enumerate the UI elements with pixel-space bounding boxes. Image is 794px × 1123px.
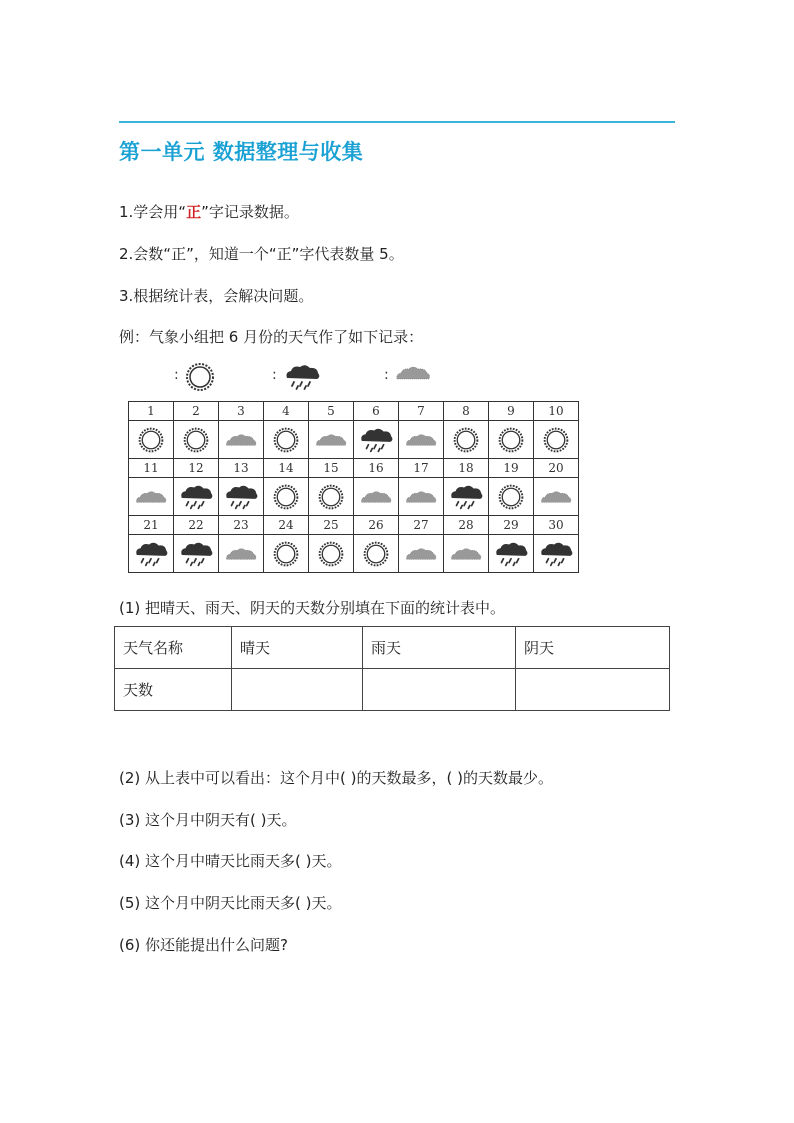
calendar-day-row (129, 459, 579, 478)
cloud-icon (313, 431, 349, 449)
point-2: 2.会数“正”，知道一个“正”字代表数量 5。 (119, 245, 404, 263)
calendar-day-number: 22 (174, 516, 219, 535)
sun-icon (272, 483, 300, 511)
legend-colon: : (384, 367, 389, 383)
calendar-weather-cell (309, 535, 354, 573)
calendar-day-number: 20 (534, 459, 579, 478)
calendar-weather-cell (309, 421, 354, 459)
calendar-day-number: 18 (444, 459, 489, 478)
point-1-before: 1.学会用“ (119, 203, 187, 221)
question-1: (1) 把晴天、雨天、阴天的天数分别填在下面的统计表中。 (119, 599, 506, 617)
calendar-weather-cell (264, 478, 309, 516)
rain-cloud-icon (492, 540, 530, 568)
point-1-after: ”字记录数据。 (201, 203, 299, 221)
calendar-weather-cell (219, 535, 264, 573)
calendar-weather-cell (489, 535, 534, 573)
cloud-icon (223, 431, 259, 449)
stats-table (114, 626, 670, 711)
calendar-weather-row (129, 478, 579, 516)
calendar-day-number: 7 (399, 402, 444, 421)
calendar-weather-cell (129, 535, 174, 573)
legend-colon: : (174, 367, 179, 383)
calendar-weather-cell (399, 421, 444, 459)
sun-icon (272, 540, 300, 568)
point-1 (119, 201, 299, 222)
calendar-day-number: 23 (219, 516, 264, 535)
calendar-weather-cell (219, 478, 264, 516)
rain-cloud-icon (537, 540, 575, 568)
cloud-icon (223, 545, 259, 563)
rain-cloud-icon (177, 483, 215, 511)
row-label-days: 天数 (115, 669, 232, 711)
weather-calendar (128, 401, 579, 573)
sun-icon (362, 540, 390, 568)
calendar-weather-cell (534, 478, 579, 516)
point-3: 3.根据统计表，会解决问题。 (119, 287, 314, 305)
calendar-weather-cell (399, 535, 444, 573)
calendar-weather-cell (264, 421, 309, 459)
stats-header-row (115, 627, 670, 669)
calendar-day-number: 1 (129, 402, 174, 421)
calendar-day-number: 4 (264, 402, 309, 421)
calendar-weather-row (129, 535, 579, 573)
cloud-icon (403, 488, 439, 506)
question-2: (2) 从上表中可以看出：这个月中( )的天数最多，( )的天数最少。 (119, 769, 553, 787)
cloud-icon (133, 488, 169, 506)
cloud-icon (358, 488, 394, 506)
calendar-day-number: 25 (309, 516, 354, 535)
calendar-day-row (129, 402, 579, 421)
calendar-weather-cell (354, 478, 399, 516)
question-6: (6) 你还能提出什么问题? (119, 936, 288, 954)
calendar-weather-cell (444, 478, 489, 516)
calendar-day-number: 9 (489, 402, 534, 421)
sun-icon (317, 483, 345, 511)
cloud-icon (403, 545, 439, 563)
calendar-day-number: 5 (309, 402, 354, 421)
calendar-day-number: 29 (489, 516, 534, 535)
calendar-weather-cell (174, 478, 219, 516)
calendar-weather-cell (264, 535, 309, 573)
sun-icon (184, 361, 216, 393)
rainy-count-cell[interactable] (363, 669, 516, 711)
rain-cloud-icon (282, 363, 322, 391)
calendar-day-number: 17 (399, 459, 444, 478)
calendar-weather-cell (354, 421, 399, 459)
calendar-day-number: 21 (129, 516, 174, 535)
calendar-day-number: 16 (354, 459, 399, 478)
sun-icon (182, 426, 210, 454)
calendar-weather-cell (489, 421, 534, 459)
sunny-count-cell[interactable] (232, 669, 363, 711)
cloud-icon (448, 545, 484, 563)
calendar-weather-cell (219, 421, 264, 459)
calendar-day-number: 12 (174, 459, 219, 478)
calendar-day-number: 27 (399, 516, 444, 535)
sun-icon (452, 426, 480, 454)
calendar-day-number: 28 (444, 516, 489, 535)
page-title: 第一单元 数据整理与收集 (119, 140, 364, 164)
rain-cloud-icon (447, 483, 485, 511)
calendar-weather-cell (534, 421, 579, 459)
rain-cloud-icon (132, 540, 170, 568)
cloudy-count-cell[interactable] (516, 669, 670, 711)
title-rule (119, 121, 675, 123)
calendar-weather-cell (129, 421, 174, 459)
calendar-weather-cell (534, 535, 579, 573)
calendar-weather-cell (174, 421, 219, 459)
cloud-icon (403, 431, 439, 449)
calendar-day-number: 8 (444, 402, 489, 421)
question-3: (3) 这个月中阴天有( )天。 (119, 811, 297, 829)
sun-icon (542, 426, 570, 454)
example-intro: 例：气象小组把 6 月份的天气作了如下记录： (119, 328, 424, 346)
calendar-weather-row (129, 421, 579, 459)
zheng-highlight: 正 (186, 203, 202, 221)
cloud-icon (538, 488, 574, 506)
calendar-day-number: 2 (174, 402, 219, 421)
calendar-day-number: 14 (264, 459, 309, 478)
header-cloudy: 阴天 (516, 627, 670, 669)
calendar-weather-cell (174, 535, 219, 573)
rain-cloud-icon (222, 483, 260, 511)
calendar-weather-cell (399, 478, 444, 516)
question-5: (5) 这个月中阴天比雨天多( )天。 (119, 894, 342, 912)
sun-icon (497, 483, 525, 511)
calendar-day-number: 30 (534, 516, 579, 535)
calendar-day-number: 26 (354, 516, 399, 535)
cloud-icon (394, 363, 432, 383)
sun-icon (272, 426, 300, 454)
calendar-day-number: 19 (489, 459, 534, 478)
header-sunny: 晴天 (232, 627, 363, 669)
stats-count-row (115, 669, 670, 711)
calendar-weather-cell (354, 535, 399, 573)
calendar-day-number: 13 (219, 459, 264, 478)
calendar-day-number: 6 (354, 402, 399, 421)
rain-cloud-icon (357, 426, 395, 454)
rain-cloud-icon (177, 540, 215, 568)
calendar-weather-cell (309, 478, 354, 516)
calendar-weather-cell (444, 421, 489, 459)
question-4: (4) 这个月中晴天比雨天多( )天。 (119, 852, 342, 870)
calendar-day-number: 11 (129, 459, 174, 478)
calendar-weather-cell (129, 478, 174, 516)
sun-icon (497, 426, 525, 454)
calendar-day-number: 3 (219, 402, 264, 421)
calendar-day-number: 24 (264, 516, 309, 535)
sun-icon (137, 426, 165, 454)
legend-colon: : (272, 367, 277, 383)
header-rainy: 雨天 (363, 627, 516, 669)
calendar-day-number: 15 (309, 459, 354, 478)
calendar-weather-cell (489, 478, 534, 516)
calendar-weather-cell (444, 535, 489, 573)
calendar-day-row (129, 516, 579, 535)
header-weather-name: 天气名称 (115, 627, 232, 669)
sun-icon (317, 540, 345, 568)
calendar-day-number: 10 (534, 402, 579, 421)
